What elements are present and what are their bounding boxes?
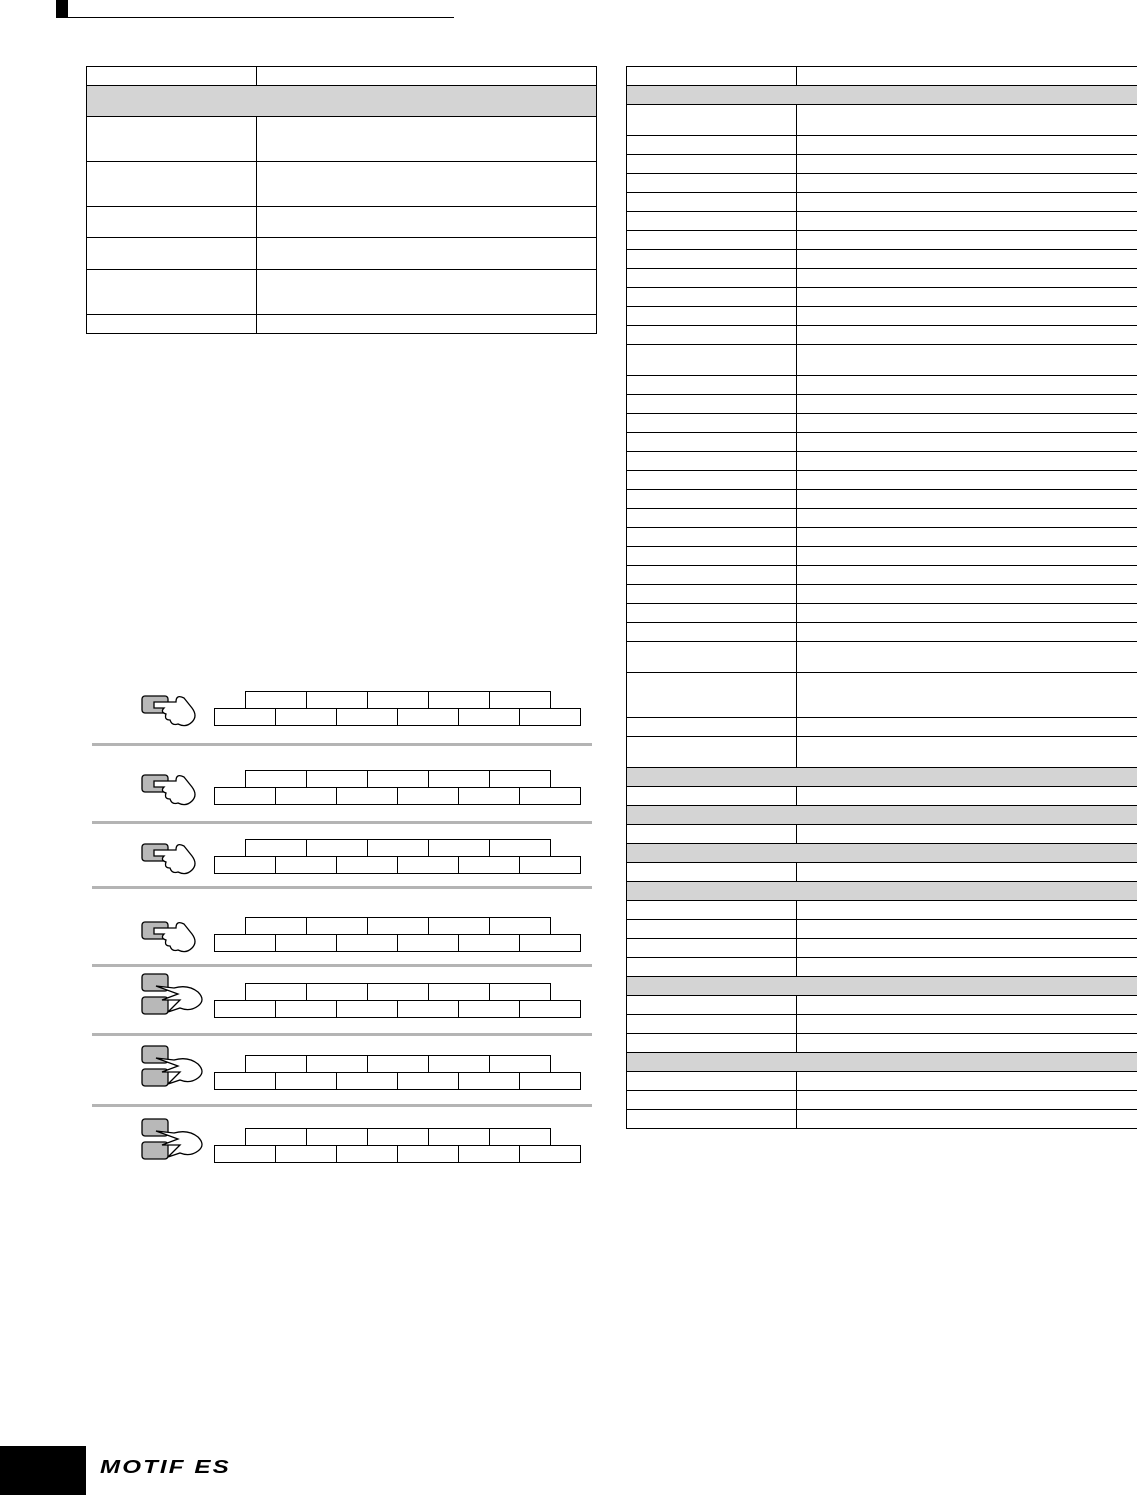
parameter-cell <box>627 269 797 288</box>
table-row <box>627 737 1137 768</box>
description-cell <box>797 193 1137 212</box>
parameter-cell <box>627 1091 797 1110</box>
parameter-cell <box>627 174 797 193</box>
parameter-cell <box>627 231 797 250</box>
page-number-block <box>0 1446 86 1495</box>
hand-icon-wrapper <box>140 834 212 891</box>
description-cell <box>797 326 1137 345</box>
key-cell-lower <box>458 787 520 805</box>
description-cell <box>797 958 1137 977</box>
parameter-cell <box>627 433 797 452</box>
key-cell-upper <box>489 1055 551 1073</box>
parameter-cell <box>627 452 797 471</box>
hand-icon-wrapper <box>140 1115 212 1172</box>
table-row <box>627 673 1137 718</box>
key-cell-upper <box>245 770 307 788</box>
section-row <box>627 882 1137 901</box>
description-cell <box>797 433 1137 452</box>
parameter-cell <box>627 1110 797 1129</box>
table-row <box>627 958 1137 977</box>
table-row <box>627 250 1137 269</box>
table-row <box>627 193 1137 212</box>
table-row <box>627 212 1137 231</box>
parameter-cell <box>627 547 797 566</box>
key-cell-lower <box>458 1000 520 1018</box>
parameter-cell <box>627 585 797 604</box>
key-cell-upper <box>245 917 307 935</box>
key-cell-upper <box>489 983 551 1001</box>
table-row <box>627 105 1137 136</box>
section-row <box>627 1053 1137 1072</box>
diagram-separator <box>92 1033 592 1036</box>
description-cell <box>257 207 597 238</box>
section-cell <box>627 806 1137 825</box>
description-cell <box>797 231 1137 250</box>
description-cell <box>797 67 1137 86</box>
table-row <box>627 1110 1137 1129</box>
table-row <box>627 863 1137 882</box>
parameter-cell <box>627 212 797 231</box>
key-cell-upper <box>489 691 551 709</box>
parameter-cell <box>627 863 797 882</box>
keyboard-assignment-diagram <box>90 672 594 1172</box>
hand-icon-wrapper <box>140 970 212 1027</box>
description-cell <box>797 1034 1137 1053</box>
parameter-cell <box>627 566 797 585</box>
table-row <box>627 528 1137 547</box>
key-cell-lower <box>214 787 276 805</box>
key-cell-upper <box>306 917 368 935</box>
key-cell-lower <box>275 934 337 952</box>
description-cell <box>257 162 597 207</box>
description-cell <box>797 547 1137 566</box>
table-row <box>627 787 1137 806</box>
description-cell <box>797 490 1137 509</box>
parameter-cell <box>627 1015 797 1034</box>
table-row <box>627 585 1137 604</box>
table-row <box>627 604 1137 623</box>
section-cell <box>627 882 1137 901</box>
key-cell-upper <box>306 1128 368 1146</box>
key-cell-lower <box>336 1000 398 1018</box>
parameter-cell <box>627 1072 797 1091</box>
key-cell-upper <box>245 983 307 1001</box>
key-cell-lower <box>519 1072 581 1090</box>
key-cell-lower <box>519 1145 581 1163</box>
table-row <box>627 920 1137 939</box>
description-cell <box>797 673 1137 718</box>
brand-logo <box>100 1450 270 1480</box>
description-cell <box>797 307 1137 326</box>
brand-logo-text: MOTIF ES <box>100 1456 231 1478</box>
key-cell-upper <box>245 1055 307 1073</box>
left-table <box>86 66 597 334</box>
section-row <box>627 844 1137 863</box>
parameter-cell <box>87 117 257 162</box>
parameter-cell <box>627 155 797 174</box>
table-row <box>627 642 1137 673</box>
key-cell-upper <box>367 983 429 1001</box>
parameter-cell <box>627 642 797 673</box>
key-cell-upper <box>306 839 368 857</box>
parameter-cell <box>627 250 797 269</box>
table-row <box>627 1091 1137 1110</box>
parameter-cell <box>87 238 257 270</box>
description-cell <box>797 528 1137 547</box>
key-cell-upper <box>245 839 307 857</box>
table-row <box>627 269 1137 288</box>
description-cell <box>797 509 1137 528</box>
diagram-separator <box>92 1104 592 1107</box>
table-row <box>87 207 597 238</box>
key-cell-upper <box>428 1055 490 1073</box>
key-cell-lower <box>519 1000 581 1018</box>
parameter-cell <box>627 136 797 155</box>
description-cell <box>797 1015 1137 1034</box>
diagram-separator <box>92 964 592 967</box>
table-row <box>87 117 597 162</box>
key-cell-upper <box>367 691 429 709</box>
key-cell-lower <box>458 934 520 952</box>
key-cell-lower <box>336 708 398 726</box>
table-row <box>627 547 1137 566</box>
section-row <box>87 86 597 117</box>
parameter-cell <box>627 825 797 844</box>
key-cell-lower <box>336 856 398 874</box>
description-cell <box>797 212 1137 231</box>
key-cell-upper <box>489 1128 551 1146</box>
table-row <box>627 825 1137 844</box>
key-cell-lower <box>214 856 276 874</box>
hand-icon-wrapper <box>140 765 212 822</box>
key-cell-lower <box>519 934 581 952</box>
key-cell-lower <box>214 1000 276 1018</box>
parameter-cell <box>627 623 797 642</box>
parameter-cell <box>627 509 797 528</box>
double-button-press-icon <box>140 970 212 1022</box>
parameter-cell <box>627 345 797 376</box>
key-cell-upper <box>489 917 551 935</box>
key-cell-upper <box>428 770 490 788</box>
table-row <box>627 939 1137 958</box>
key-cell-lower <box>397 856 459 874</box>
key-cell-lower <box>458 1072 520 1090</box>
description-cell <box>797 1072 1137 1091</box>
key-cell-lower <box>275 856 337 874</box>
key-cell-upper <box>367 770 429 788</box>
key-cell-upper <box>245 691 307 709</box>
description-cell <box>797 920 1137 939</box>
table-row <box>87 67 597 86</box>
key-cell-upper <box>428 691 490 709</box>
key-cell-lower <box>336 787 398 805</box>
button-press-icon <box>140 686 212 738</box>
description-cell <box>797 718 1137 737</box>
key-grid <box>214 839 594 883</box>
key-cell-lower <box>214 934 276 952</box>
parameter-cell <box>627 958 797 977</box>
button-press-icon <box>140 912 212 964</box>
parameter-cell <box>87 207 257 238</box>
table-row <box>627 509 1137 528</box>
diagram-separator <box>92 821 592 824</box>
hand-icon-wrapper <box>140 686 212 743</box>
parameter-cell <box>627 395 797 414</box>
key-grid <box>214 917 594 961</box>
key-cell-lower <box>275 1072 337 1090</box>
key-cell-lower <box>336 1145 398 1163</box>
header-rule <box>68 17 454 18</box>
description-cell <box>797 155 1137 174</box>
key-cell-lower <box>214 1145 276 1163</box>
description-cell <box>797 863 1137 882</box>
key-cell-upper <box>245 1128 307 1146</box>
key-cell-upper <box>367 917 429 935</box>
key-cell-lower <box>397 787 459 805</box>
parameter-cell <box>627 939 797 958</box>
key-cell-upper <box>367 839 429 857</box>
double-button-press-icon <box>140 1042 212 1094</box>
parameter-cell <box>627 1034 797 1053</box>
section-cell <box>627 844 1137 863</box>
key-cell-upper <box>428 839 490 857</box>
key-cell-lower <box>397 1072 459 1090</box>
key-cell-upper <box>306 691 368 709</box>
key-cell-lower <box>336 1072 398 1090</box>
description-cell <box>797 345 1137 376</box>
key-grid <box>214 983 594 1027</box>
key-cell-lower <box>214 1072 276 1090</box>
key-cell-upper <box>367 1055 429 1073</box>
table-row <box>87 162 597 207</box>
table-row <box>627 231 1137 250</box>
parameter-cell <box>627 414 797 433</box>
key-cell-lower <box>519 708 581 726</box>
parameter-cell <box>627 718 797 737</box>
description-cell <box>797 825 1137 844</box>
table-row <box>627 326 1137 345</box>
description-cell <box>797 737 1137 768</box>
key-cell-lower <box>336 934 398 952</box>
key-cell-lower <box>458 1145 520 1163</box>
table-row <box>627 395 1137 414</box>
table-row <box>627 566 1137 585</box>
table-row <box>627 67 1137 86</box>
description-cell <box>797 996 1137 1015</box>
table-row <box>627 996 1137 1015</box>
description-cell <box>257 270 597 315</box>
key-cell-upper <box>367 1128 429 1146</box>
page-tab-marker <box>56 0 68 18</box>
description-cell <box>797 250 1137 269</box>
description-cell <box>797 452 1137 471</box>
parameter-cell <box>627 673 797 718</box>
parameter-cell <box>627 288 797 307</box>
parameter-cell <box>627 326 797 345</box>
key-cell-upper <box>489 770 551 788</box>
description-cell <box>797 623 1137 642</box>
button-press-icon <box>140 834 212 886</box>
table-row <box>627 288 1137 307</box>
description-cell <box>797 105 1137 136</box>
table-row <box>627 452 1137 471</box>
key-cell-lower <box>275 1000 337 1018</box>
key-cell-upper <box>489 839 551 857</box>
description-cell <box>797 939 1137 958</box>
description-cell <box>257 315 597 334</box>
parameter-cell <box>87 315 257 334</box>
parameter-cell <box>627 604 797 623</box>
table-row <box>627 1034 1137 1053</box>
key-cell-lower <box>275 1145 337 1163</box>
table-row <box>627 345 1137 376</box>
section-cell <box>87 86 597 117</box>
key-grid <box>214 1055 594 1099</box>
table-row <box>627 471 1137 490</box>
parameter-cell <box>627 901 797 920</box>
right-table <box>626 66 1137 1129</box>
description-cell <box>797 585 1137 604</box>
description-cell <box>257 238 597 270</box>
table-row <box>627 307 1137 326</box>
parameter-cell <box>627 737 797 768</box>
description-cell <box>797 136 1137 155</box>
description-cell <box>797 471 1137 490</box>
table-row <box>627 376 1137 395</box>
double-button-press-icon <box>140 1115 212 1167</box>
description-cell <box>797 395 1137 414</box>
parameter-cell <box>87 67 257 86</box>
description-cell <box>797 787 1137 806</box>
table-row <box>627 136 1137 155</box>
key-grid <box>214 770 594 814</box>
section-row <box>627 977 1137 996</box>
description-cell <box>797 288 1137 307</box>
parameter-cell <box>627 307 797 326</box>
section-row <box>627 86 1137 105</box>
key-grid <box>214 1128 594 1172</box>
parameter-cell <box>627 996 797 1015</box>
table-row <box>627 414 1137 433</box>
description-cell <box>797 1091 1137 1110</box>
description-cell <box>797 376 1137 395</box>
section-cell <box>627 86 1137 105</box>
key-cell-upper <box>428 917 490 935</box>
table-row <box>87 315 597 334</box>
parameter-cell <box>627 193 797 212</box>
description-cell <box>797 269 1137 288</box>
section-cell <box>627 768 1137 787</box>
parameter-cell <box>627 528 797 547</box>
button-press-icon <box>140 765 212 817</box>
table-row <box>627 174 1137 193</box>
table-row <box>627 490 1137 509</box>
parameter-cell <box>627 787 797 806</box>
section-row <box>627 768 1137 787</box>
table-row <box>627 155 1137 174</box>
section-cell <box>627 977 1137 996</box>
key-cell-lower <box>214 708 276 726</box>
description-cell <box>257 67 597 86</box>
key-cell-lower <box>397 1145 459 1163</box>
key-cell-lower <box>275 708 337 726</box>
key-cell-upper <box>306 770 368 788</box>
table-row <box>627 1072 1137 1091</box>
table-row <box>627 901 1137 920</box>
table-row <box>627 718 1137 737</box>
description-cell <box>797 566 1137 585</box>
description-cell <box>797 1110 1137 1129</box>
key-cell-lower <box>397 934 459 952</box>
key-cell-lower <box>458 708 520 726</box>
key-cell-lower <box>519 787 581 805</box>
hand-icon-wrapper <box>140 1042 212 1099</box>
section-cell <box>627 1053 1137 1072</box>
description-cell <box>797 174 1137 193</box>
parameter-cell <box>627 920 797 939</box>
hand-icon-wrapper <box>140 912 212 969</box>
key-cell-lower <box>275 787 337 805</box>
parameter-cell <box>87 270 257 315</box>
key-cell-upper <box>428 1128 490 1146</box>
diagram-separator <box>92 886 592 889</box>
parameter-cell <box>627 376 797 395</box>
key-cell-lower <box>397 708 459 726</box>
parameter-cell <box>87 162 257 207</box>
parameter-cell <box>627 490 797 509</box>
description-cell <box>797 642 1137 673</box>
description-cell <box>797 604 1137 623</box>
description-cell <box>797 414 1137 433</box>
diagram-separator <box>92 743 592 746</box>
description-cell <box>797 901 1137 920</box>
key-cell-lower <box>519 856 581 874</box>
parameter-cell <box>627 471 797 490</box>
key-cell-upper <box>306 983 368 1001</box>
description-cell <box>257 117 597 162</box>
key-cell-lower <box>458 856 520 874</box>
section-row <box>627 806 1137 825</box>
table-row <box>627 1015 1137 1034</box>
key-cell-upper <box>306 1055 368 1073</box>
table-row <box>87 270 597 315</box>
table-row <box>627 623 1137 642</box>
table-row <box>627 433 1137 452</box>
key-grid <box>214 691 594 735</box>
parameter-cell <box>627 105 797 136</box>
key-cell-upper <box>428 983 490 1001</box>
table-row <box>87 238 597 270</box>
key-cell-lower <box>397 1000 459 1018</box>
parameter-cell <box>627 67 797 86</box>
